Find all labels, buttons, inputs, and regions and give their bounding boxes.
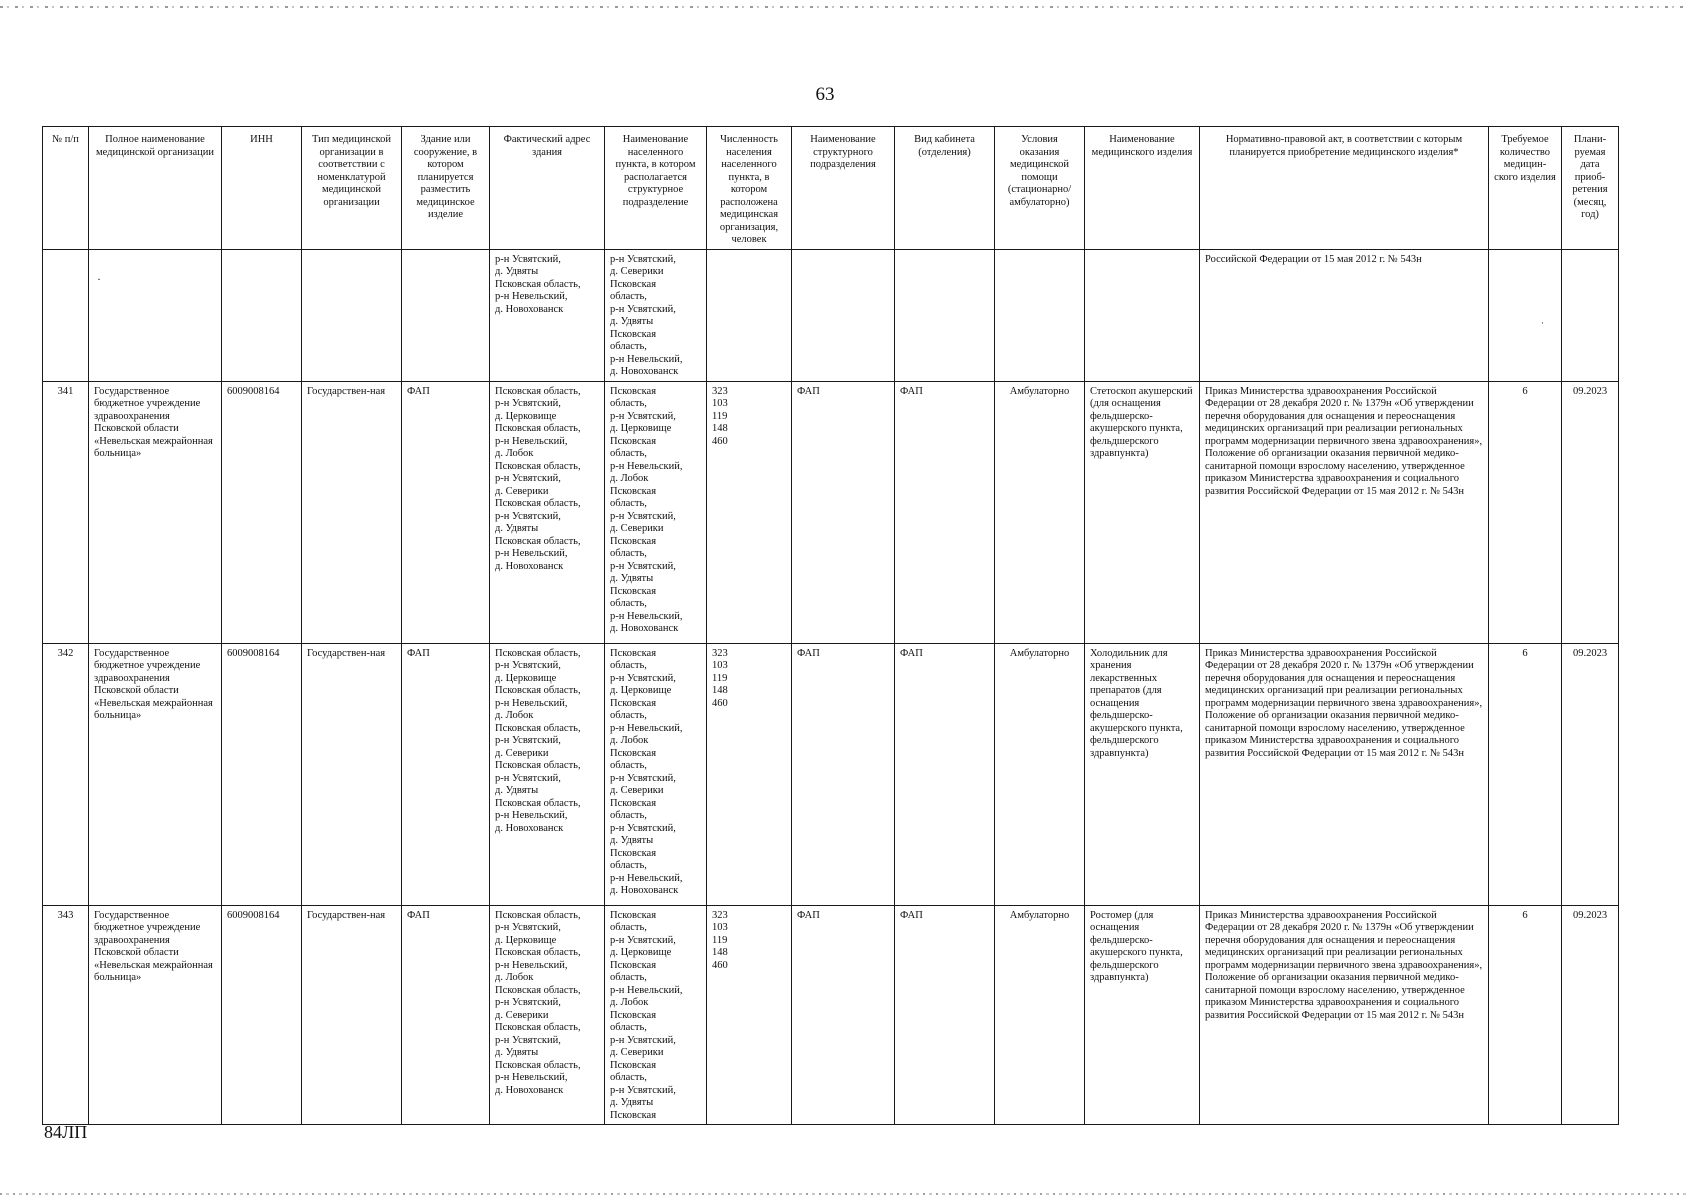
device-cell: Ростомер (для оснащения фельдшерско-акушерского пункта, фельдшерского здравпункта) xyxy=(1085,905,1200,1125)
table-row xyxy=(43,381,1619,643)
population-cell: 323 103 119 148 460 xyxy=(707,905,792,1125)
inn-cell: 6009008164 xyxy=(222,643,302,905)
num-cell: 342 xyxy=(43,643,89,905)
settlement-cell: Псковская область, р-н Усвятский, д. Церковище Псковская область, р-н Невельский, д. Лобок Псковская область, р-н Усвятский, д. Северики Псковская область, р-н Усвятский, д. Удвяты Псковская xyxy=(605,905,707,1125)
population-cell: 323 103 119 148 460 xyxy=(707,381,792,643)
date-cell: 09.2023 xyxy=(1562,905,1619,1125)
address-cell: р-н Усвятский, д. Удвяты Псковская область, р-н Невельский, д. Новохованск xyxy=(490,249,605,381)
legal-act-cell: Приказ Министерства здравоохранения Российской Федерации от 28 декабря 2020 г. № 1379н «Об утверждении перечня оборудования для оснащения и переоснащения медицинских организаций при реализации региональных программ модернизации первичного звена здравоохранения», Положение об организации оказания первичной медико-санитарной помощи взрослому населению, утвержденное приказом Министерства здравоохранения и социального развития Российской Федерации от 15 мая 2012 г. № 543н xyxy=(1200,643,1489,905)
unit-cell: ФАП xyxy=(792,381,895,643)
table-row xyxy=(43,643,1619,905)
building-cell: ФАП xyxy=(402,381,490,643)
header-cell-conditions: Условия оказания медицинской помощи (стационарно/ амбулаторно) xyxy=(995,127,1085,250)
header-cell-population: Численность населения населенного пункта, в котором расположена медицинская организация, человек xyxy=(707,127,792,250)
continuation-row xyxy=(43,249,1619,381)
address-cell: Псковская область, р-н Усвятский, д. Церковище Псковская область, р-н Невельский, д. Лобок Псковская область, р-н Усвятский, д. Северики Псковская область, р-н Усвятский, д. Удвяты Псковская область, р-н Невельский, д. Новохованск xyxy=(490,643,605,905)
device-cell: Холодильник для хранения лекарственных препаратов (для оснащения фельдшерско-акушерского пункта, фельдшерского здравпункта) xyxy=(1085,643,1200,905)
org-cell: Государственное бюджетное учреждение здравоохранения Псковской области «Невельская межрайонная больница» xyxy=(89,643,222,905)
legal-act-cell: Российской Федерации от 15 мая 2012 г. № 543н xyxy=(1200,249,1489,381)
type-cell: Государствен-ная xyxy=(302,381,402,643)
unit-cell: ФАП xyxy=(792,905,895,1125)
population-cell: 323 103 119 148 460 xyxy=(707,643,792,905)
header-cell-org: Полное наименование медицинской организации xyxy=(89,127,222,250)
page-number: 63 xyxy=(815,84,835,105)
address-cell: Псковская область, р-н Усвятский, д. Церковище Псковская область, р-н Невельский, д. Лобок Псковская область, р-н Усвятский, д. Северики Псковская область, р-н Усвятский, д. Удвяты Псковская область, р-н Невельский, д. Новохованск xyxy=(490,381,605,643)
conditions-cell: Амбулаторно xyxy=(995,643,1085,905)
header-cell-cabinet: Вид кабинета (отделения) xyxy=(895,127,995,250)
date-cell: 09.2023 xyxy=(1562,381,1619,643)
qty-cell: 6 xyxy=(1489,381,1562,643)
header-cell-device: Наименование медицинского изделия xyxy=(1085,127,1200,250)
scan-edge-top xyxy=(0,6,1686,8)
org-cell: Государственное бюджетное учреждение здравоохранения Псковской области «Невельская межрайонная больница» xyxy=(89,905,222,1125)
settlement-cell: Псковская область, р-н Усвятский, д. Церковище Псковская область, р-н Невельский, д. Лобок Псковская область, р-н Усвятский, д. Северики Псковская область, р-н Усвятский, д. Удвяты Псковская область, р-н Невельский, д. Новохованск xyxy=(605,381,707,643)
scan-edge-bottom xyxy=(0,1193,1686,1195)
num-cell: 341 xyxy=(43,381,89,643)
header-cell-inn: ИНН xyxy=(222,127,302,250)
header-cell-address: Фактический адрес здания xyxy=(490,127,605,250)
header-row xyxy=(43,127,1619,250)
date-cell: 09.2023 xyxy=(1562,643,1619,905)
scan-speck: · xyxy=(1541,318,1544,328)
type-cell: Государствен-ная xyxy=(302,643,402,905)
equipment-table xyxy=(42,126,1619,1125)
footer-code: 84ЛП xyxy=(44,1122,88,1142)
settlement-cell: р-н Усвятский, д. Северики Псковская область, р-н Усвятский, д. Удвяты Псковская область, р-н Невельский, д. Новохованск xyxy=(605,249,707,381)
device-cell: Стетоскоп акушерский (для оснащения фельдшерско-акушерского пункта, фельдшерского здравпункта) xyxy=(1085,381,1200,643)
building-cell: ФАП xyxy=(402,905,490,1125)
legal-act-cell: Приказ Министерства здравоохранения Российской Федерации от 28 декабря 2020 г. № 1379н «Об утверждении перечня оборудования для оснащения и переоснащения медицинских организаций при реализации региональных программ модернизации первичного звена здравоохранения», Положение об организации оказания первичной медико-санитарной помощи взрослому населению, утвержденное приказом Министерства здравоохранения и социального развития Российской Федерации от 15 мая 2012 г. № 543н xyxy=(1200,381,1489,643)
qty-cell: 6 xyxy=(1489,905,1562,1125)
table-row xyxy=(43,905,1619,1125)
cabinet-cell: ФАП xyxy=(895,643,995,905)
header-cell-qty: Требуемое количество медицин-ского изделия xyxy=(1489,127,1562,250)
header-cell-type: Тип медицинской организации в соответствии с номенклатурой медицинской организации xyxy=(302,127,402,250)
unit-cell: ФАП xyxy=(792,643,895,905)
num-cell: 343 xyxy=(43,905,89,1125)
header-cell-building: Здание или сооружение, в котором планируется разместить медицинское изделие xyxy=(402,127,490,250)
scan-speck: · xyxy=(97,272,101,286)
legal-act-cell: Приказ Министерства здравоохранения Российской Федерации от 28 декабря 2020 г. № 1379н «Об утверждении перечня оборудования для оснащения и переоснащения медицинских организаций при реализации региональных программ модернизации первичного звена здравоохранения», Положение об организации оказания первичной медико-санитарной помощи взрослому населению, утвержденное приказом Министерства здравоохранения и социального развития Российской Федерации от 15 мая 2012 г. № 543н xyxy=(1200,905,1489,1125)
org-cell: Государственное бюджетное учреждение здравоохранения Псковской области «Невельская межрайонная больница» xyxy=(89,381,222,643)
cabinet-cell: ФАП xyxy=(895,905,995,1125)
header-cell-settlement: Наименование населенного пункта, в котором располагается структурное подразделение xyxy=(605,127,707,250)
inn-cell: 6009008164 xyxy=(222,905,302,1125)
header-cell-legal-act: Нормативно-правовой акт, в соответствии с которым планируется приобретение медицинского изделия* xyxy=(1200,127,1489,250)
header-cell-unit: Наименование структурного подразделения xyxy=(792,127,895,250)
cabinet-cell: ФАП xyxy=(895,381,995,643)
address-cell: Псковская область, р-н Усвятский, д. Церковище Псковская область, р-н Невельский, д. Лобок Псковская область, р-н Усвятский, д. Северики Псковская область, р-н Усвятский, д. Удвяты Псковская область, р-н Невельский, д. Новохованск xyxy=(490,905,605,1125)
header-cell-num: № п/п xyxy=(43,127,89,250)
inn-cell: 6009008164 xyxy=(222,381,302,643)
conditions-cell: Амбулаторно xyxy=(995,381,1085,643)
type-cell: Государствен-ная xyxy=(302,905,402,1125)
header-cell-date: Плани-руемая дата приоб-ретения (месяц, год) xyxy=(1562,127,1619,250)
conditions-cell: Амбулаторно xyxy=(995,905,1085,1125)
settlement-cell: Псковская область, р-н Усвятский, д. Церковище Псковская область, р-н Невельский, д. Лобок Псковская область, р-н Усвятский, д. Северики Псковская область, р-н Усвятский, д. Удвяты Псковская область, р-н Невельский, д. Новохованск xyxy=(605,643,707,905)
building-cell: ФАП xyxy=(402,643,490,905)
qty-cell: 6 xyxy=(1489,643,1562,905)
